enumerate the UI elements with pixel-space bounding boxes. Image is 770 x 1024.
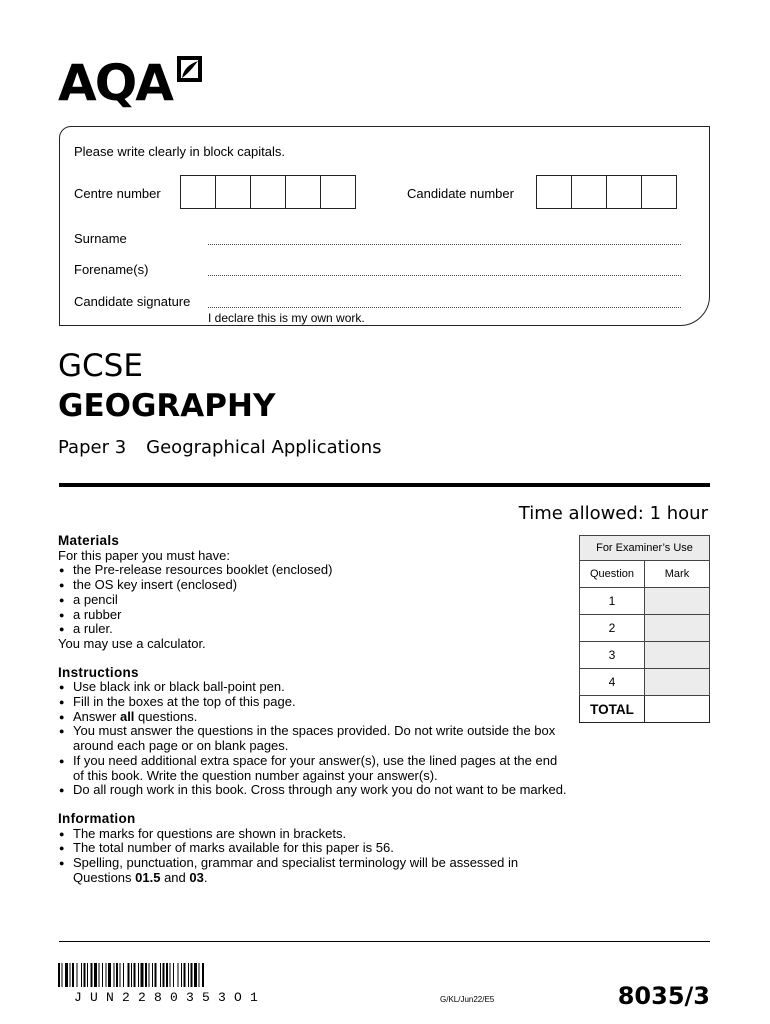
materials-list — [58, 563, 568, 637]
barcode — [58, 963, 306, 987]
materials-intro: For this paper you must have: — [58, 547, 230, 563]
list-item — [58, 856, 568, 885]
title-divider — [59, 483, 710, 487]
table-row — [580, 642, 710, 669]
list-item: ● You must answer the questions in the spaces provided. Do not write outside the box around each page or on blank pages. — [58, 724, 568, 753]
signature-label: Candidate signature — [74, 294, 191, 309]
question-ref: 03 — [189, 869, 204, 885]
list-item: ● the OS key insert (enclosed) — [58, 578, 568, 593]
text-span: questions. — [134, 708, 198, 724]
total-mark-cell[interactable] — [645, 696, 710, 723]
paper-title — [58, 437, 381, 458]
qualification-title: GCSE — [58, 348, 143, 384]
candidate-number-label: Candidate number — [407, 186, 514, 201]
mark-cell[interactable] — [645, 669, 710, 696]
table-row — [580, 615, 710, 642]
materials-heading: Materials — [58, 533, 120, 548]
exam-instructions — [58, 534, 568, 885]
list-item: ● a ruler. — [58, 622, 568, 637]
question-number: 3 — [580, 642, 645, 669]
aqa-logo — [58, 56, 202, 110]
block-capitals-prompt: Please write clearly in block capitals. — [74, 144, 285, 159]
list-item: ● a rubber — [58, 608, 568, 623]
paper-number: Paper 3 — [58, 437, 127, 458]
list-item: ● The marks for questions are shown in brackets. — [58, 827, 568, 842]
text-span: and — [160, 869, 190, 885]
text-span: . — [203, 869, 208, 885]
candidate-number-box[interactable] — [641, 175, 677, 209]
total-label: TOTAL — [580, 696, 645, 723]
forename-line[interactable] — [208, 274, 681, 276]
signature-line[interactable] — [208, 306, 681, 308]
emphasis-text: all — [119, 708, 135, 724]
forename-label: Forename(s) — [74, 262, 149, 277]
question-column-header: Question — [580, 561, 645, 588]
mark-column-header: Mark — [645, 561, 710, 588]
mark-cell[interactable] — [645, 615, 710, 642]
examiner-use-table — [579, 535, 710, 723]
centre-number-box[interactable] — [250, 175, 286, 209]
centre-number-box[interactable] — [320, 175, 356, 209]
candidate-number-boxes[interactable] — [536, 175, 676, 209]
barcode-digits: JUN2280353O1 — [74, 990, 267, 1005]
declaration-text: I declare this is my own work. — [208, 311, 365, 325]
information-heading: Information — [58, 810, 136, 826]
instructions-heading: Instructions — [58, 664, 139, 680]
text-span: Answer — [73, 708, 120, 724]
surname-label: Surname — [74, 231, 127, 246]
question-number: 1 — [580, 588, 645, 615]
table-row — [580, 588, 710, 615]
centre-number-boxes[interactable] — [180, 175, 355, 209]
list-item: ● Use black ink or black ball-point pen. — [58, 680, 568, 695]
centre-number-box[interactable] — [215, 175, 251, 209]
instructions-list — [58, 680, 568, 798]
list-item: ● If you need additional extra space for your answer(s), use the lined pages at the end of this book. Write the question number against your answer(s). — [58, 754, 568, 783]
list-item: ● the Pre-release resources booklet (enclosed) — [58, 563, 568, 578]
list-item: ● a pencil — [58, 593, 568, 608]
text-span: Spelling, punctuation, grammar and specialist terminology will be assessed in Questions — [73, 855, 519, 885]
question-number: 2 — [580, 615, 645, 642]
time-allowed: Time allowed: 1 hour — [518, 503, 708, 524]
centre-number-label: Centre number — [74, 186, 161, 201]
centre-number-box[interactable] — [285, 175, 321, 209]
logo-text: AQA — [58, 54, 172, 112]
paper-code: 8035/3 — [617, 982, 710, 1010]
list-item: ● Fill in the boxes at the top of this page. — [58, 695, 568, 710]
list-item — [58, 710, 568, 725]
centre-number-box[interactable] — [180, 175, 216, 209]
footer-divider — [59, 941, 710, 942]
paper-reference: G/KL/Jun22/E5 — [440, 995, 495, 1004]
candidate-number-box[interactable] — [571, 175, 607, 209]
mark-cell[interactable] — [645, 642, 710, 669]
calculator-note: You may use a calculator. — [58, 635, 206, 651]
total-row — [580, 696, 710, 723]
list-item: ● Do all rough work in this book. Cross through any work you do not want to be marked. — [58, 783, 568, 798]
subject-title: GEOGRAPHY — [58, 388, 276, 424]
examiner-table-header: For Examiner’s Use — [580, 536, 710, 561]
surname-line[interactable] — [208, 243, 681, 245]
aqa-leaf-icon — [176, 56, 202, 86]
candidate-number-box[interactable] — [606, 175, 642, 209]
table-row — [580, 669, 710, 696]
question-number: 4 — [580, 669, 645, 696]
list-item: ● The total number of marks available for this paper is 56. — [58, 841, 568, 856]
mark-cell[interactable] — [645, 588, 710, 615]
candidate-number-box[interactable] — [536, 175, 572, 209]
paper-name: Geographical Applications — [146, 437, 382, 458]
information-list — [58, 827, 568, 886]
question-ref: 01.5 — [135, 869, 161, 885]
